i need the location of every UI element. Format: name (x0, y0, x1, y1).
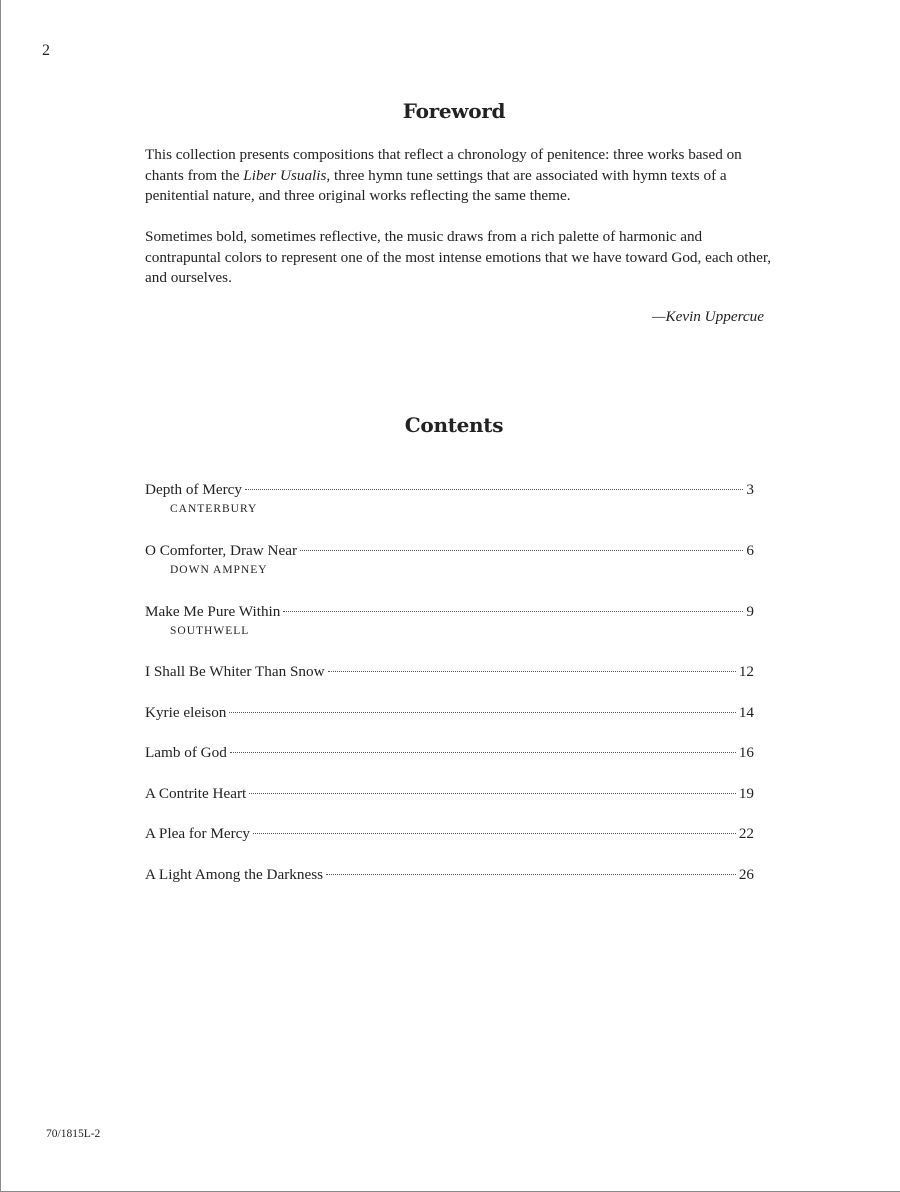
foreword-paragraph-1-start: This collection presents compositions that reflect a chronology of penitence: three works based on chants from the (145, 146, 742, 184)
toc-entry-page[interactable]: 14 (738, 704, 754, 721)
toc-entry-tune-name: CANTERBURY (170, 503, 258, 515)
toc-entry-page[interactable]: 26 (738, 866, 754, 883)
foreword-paragraph-1-end: , three hymn tune settings that are associated with hymn texts of a penitential nature, and three original works reflecting the same theme. (145, 166, 727, 204)
toc-entry[interactable] (145, 480, 754, 517)
toc-dot-leader (230, 752, 736, 753)
toc-dot-leader (249, 793, 736, 794)
foreword-paragraph-1 (145, 145, 775, 207)
foreword-heading: Foreword (402, 99, 506, 123)
toc-entry-page[interactable]: 6 (746, 542, 754, 559)
toc-entry-title[interactable]: Kyrie eleison (145, 704, 227, 721)
toc-entry-page[interactable]: 3 (746, 481, 754, 498)
toc-entry[interactable] (145, 865, 754, 885)
toc-entry-page[interactable]: 19 (738, 785, 754, 802)
foreword-paragraph-1-emphasis: Liber Usualis (243, 166, 327, 184)
toc-dot-leader (283, 611, 743, 612)
toc-entry-title[interactable]: Make Me Pure Within (145, 603, 281, 620)
toc-entry[interactable] (145, 662, 754, 682)
toc-dot-leader (253, 833, 736, 834)
toc-entry[interactable] (145, 743, 754, 763)
toc-dot-leader (229, 712, 735, 713)
toc-entry-title[interactable]: O Comforter, Draw Near (145, 542, 298, 559)
foreword-signature: —Kevin Uppercue (651, 308, 764, 325)
toc-entry-title[interactable]: A Plea for Mercy (145, 825, 251, 842)
toc-entry-title[interactable]: A Light Among the Darkness (145, 866, 324, 883)
toc-dot-leader (328, 671, 736, 672)
toc-entry-page[interactable]: 16 (738, 744, 754, 761)
toc-entry-title[interactable]: A Contrite Heart (145, 785, 247, 802)
page-edge-left (0, 0, 1, 1192)
toc-entry[interactable] (145, 784, 754, 804)
page-number: 2 (42, 42, 50, 59)
toc-entry-title[interactable]: Lamb of God (145, 744, 227, 761)
contents-heading: Contents (404, 413, 504, 437)
toc-entry-tune-name: SOUTHWELL (170, 625, 250, 637)
toc-entry-tune-name: DOWN AMPNEY (170, 564, 268, 576)
toc-entry[interactable] (145, 602, 754, 639)
toc-entry[interactable] (145, 541, 754, 578)
catalog-number: 70/1815L-2 (46, 1128, 101, 1140)
toc-dot-leader (300, 550, 743, 551)
toc-entry-page[interactable]: 12 (738, 663, 754, 680)
toc-dot-leader (245, 489, 743, 490)
toc-entry-page[interactable]: 9 (746, 603, 754, 620)
toc-entry[interactable] (145, 703, 754, 723)
toc-dot-leader (326, 874, 736, 875)
toc-entry-page[interactable]: 22 (738, 825, 754, 842)
foreword-paragraph-2: Sometimes bold, sometimes reflective, the music draws from a rich palette of harmonic and contrapuntal colors to represent one of the most intense emotions that we have toward God, each other, and ourselves. (145, 228, 772, 286)
toc-entry-title[interactable]: I Shall Be Whiter Than Snow (145, 663, 325, 680)
toc-entry[interactable] (145, 824, 754, 844)
toc-entry-title[interactable]: Depth of Mercy (145, 481, 242, 498)
